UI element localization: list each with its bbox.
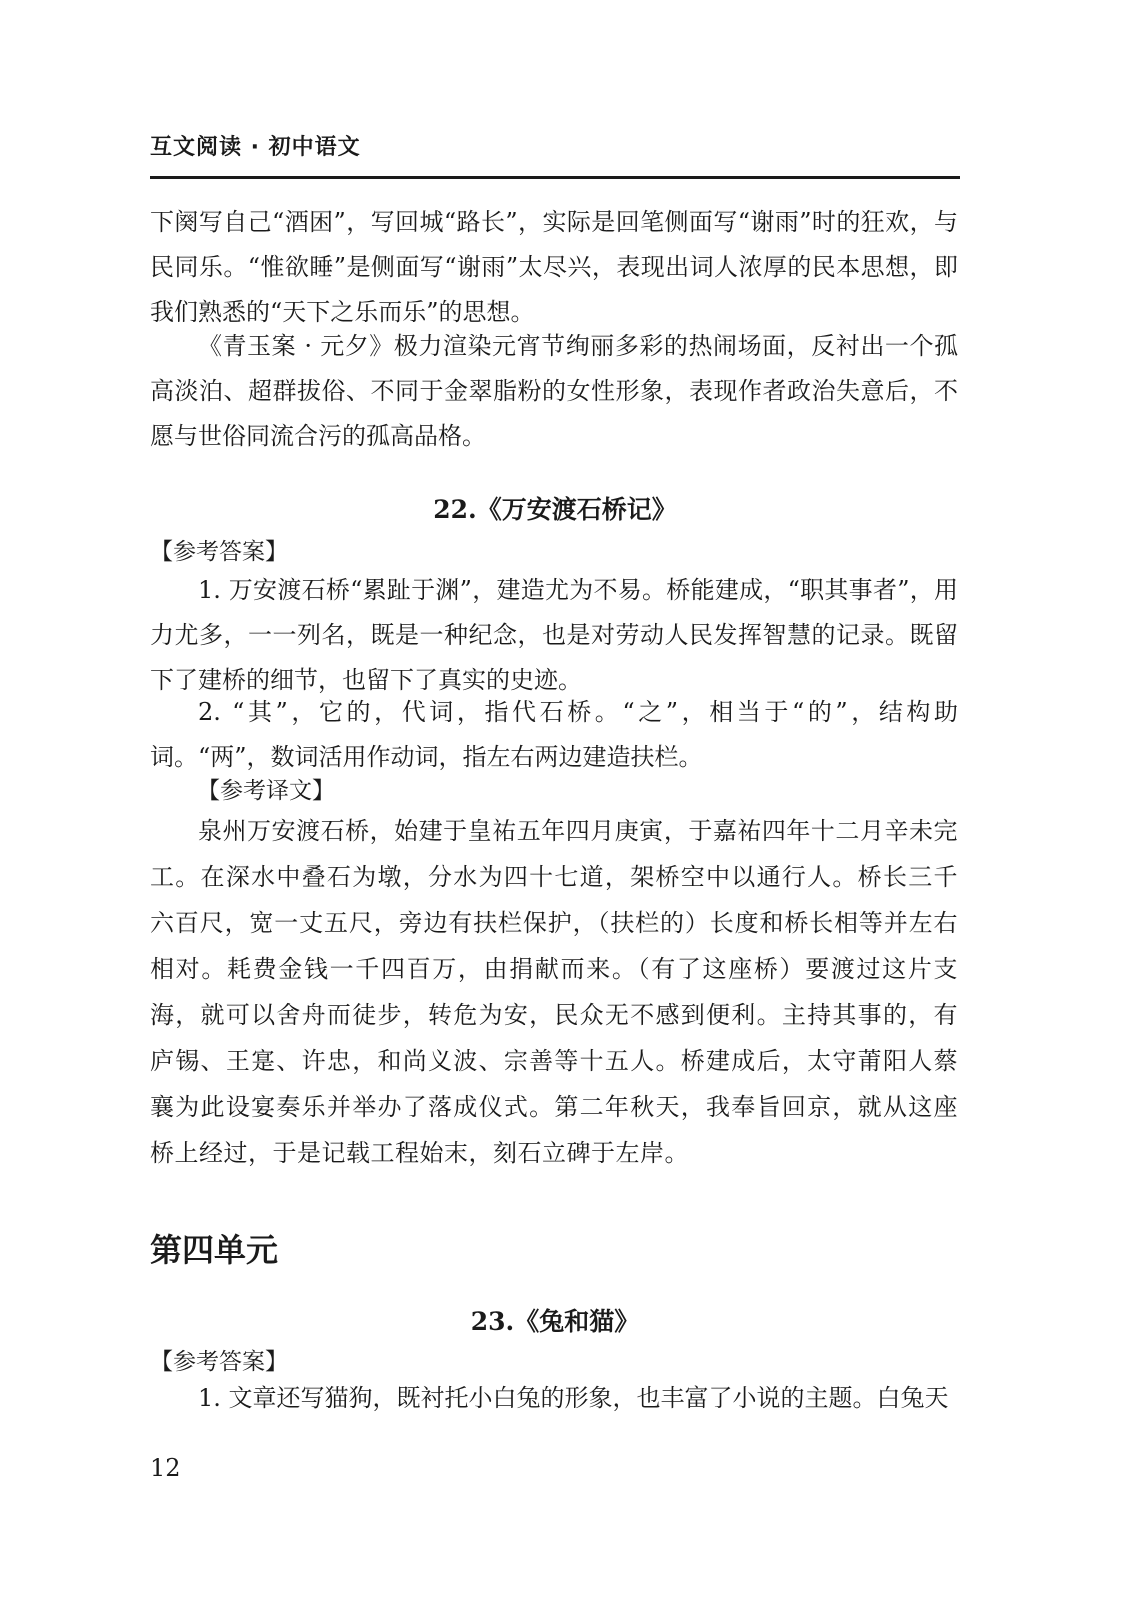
header-rule — [150, 176, 960, 179]
section-22-answer-label: 【参考答案】 — [150, 539, 288, 565]
section-22-title: 22.《万安渡石桥记》 — [433, 495, 677, 524]
page-number: 12 — [150, 1454, 181, 1482]
section-22-answer-1: 1. 万安渡石桥“累趾于渊”，建造尤为不易。桥能建成，“职其事者”，用力尤多，一一列名，既是一种纪念，也是对劳动人民发挥智慧的记录。既留下了建桥的细节，也留下了真实的史迹。 — [150, 576, 958, 694]
section-22-translation-label: 【参考译文】 — [197, 778, 335, 804]
running-header: 互文阅读 · 初中语文 — [150, 135, 361, 160]
intro-paragraph-2: 《青玉案 · 元夕》极力渲染元宵节绚丽多彩的热闹场面，反衬出一个孤高淡泊、超群拔俗、不同于金翠脂粉的女性形象，表现作者政治失意后，不愿与世俗同流合污的孤高品格。 — [150, 332, 958, 450]
section-23-answer-1: 1. 文章还写猫狗，既衬托小白兔的形象，也丰富了小说的主题。白兔天 — [198, 1384, 949, 1412]
section-22-answer-2: 2. “其”，它的，代词，指代石桥。“之”，相当于“的”，结构助词。“两”，数词活用作动词，指左右两边建造扶栏。 — [150, 698, 958, 771]
section-23-answer-label: 【参考答案】 — [150, 1349, 288, 1375]
unit-heading: 第四单元 — [150, 1231, 279, 1269]
section-23-title: 23.《兔和猫》 — [470, 1307, 640, 1336]
intro-paragraph-1: 下阕写自己“酒困”，写回城“路长”，实际是回笔侧面写“谢雨”时的狂欢，与民同乐。“惟欲睡”是侧面写“谢雨”太尽兴，表现出词人浓厚的民本思想，即我们熟悉的“天下之乐而乐”的思想。 — [150, 208, 958, 326]
section-22-translation: 泉州万安渡石桥，始建于皇祐五年四月庚寅，于嘉祐四年十二月辛未完工。在深水中叠石为墩，分水为四十七道，架桥空中以通行人。桥长三千六百尺，宽一丈五尺，旁边有扶栏保护，（扶栏的）长度和桥长相等并左右相对。耗费金钱一千四百万，由捐献而来。（有了这座桥）要渡过这片支海，就可以舍舟而徒步，转危为安，民众无不感到便利。主持其事的，有庐锡、王寔、许忠，和尚义波、宗善等十五人。桥建成后，太守莆阳人蔡襄为此设宴奏乐并举办了落成仪式。第二年秋天，我奉旨回京，就从这座桥上经过，于是记载工程始末，刻石立碑于左岸。 — [150, 817, 958, 1167]
